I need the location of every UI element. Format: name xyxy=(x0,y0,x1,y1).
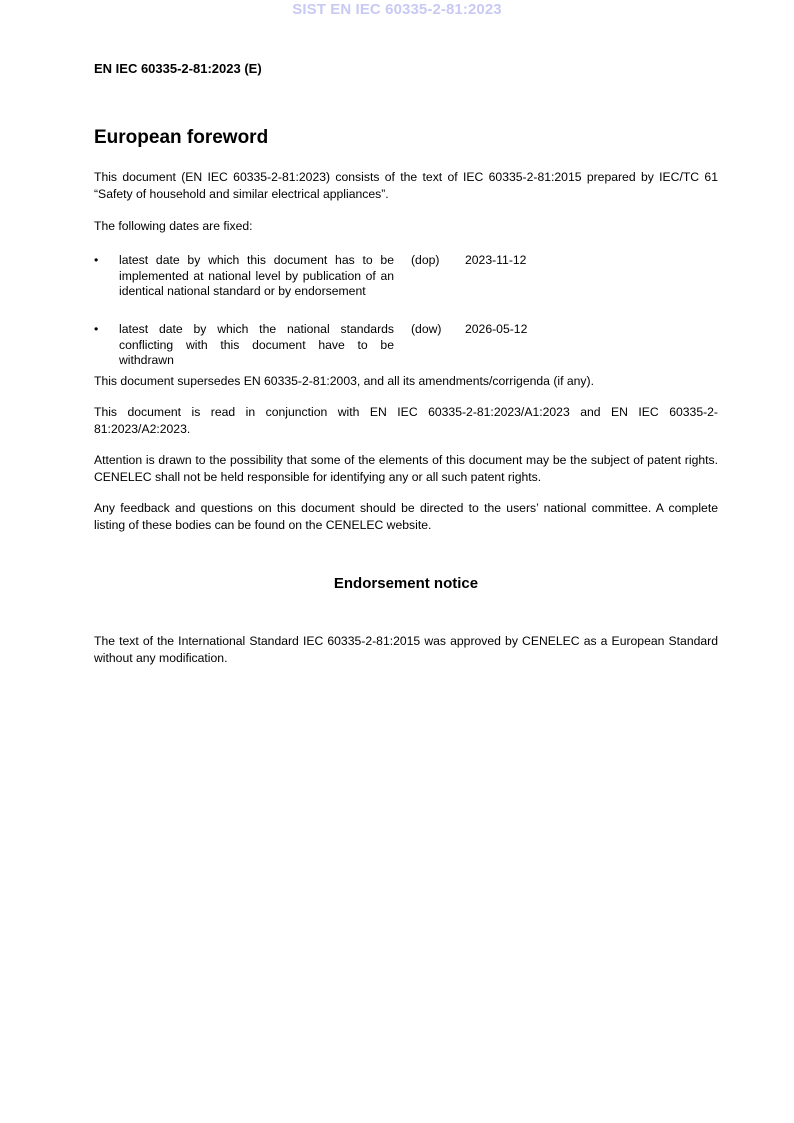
date-item-code: (dop) xyxy=(411,253,440,267)
supersedes-paragraph: This document supersedes EN 60335-2-81:2003, and all its amendments/corrigenda (if any). xyxy=(94,374,594,388)
foreword-heading: European foreword xyxy=(94,127,269,148)
dates-intro: The following dates are fixed: xyxy=(94,219,253,233)
foreword-intro: This document (EN IEC 60335-2-81:2023) consists of the text of IEC 60335-2-81:2015 prepared by IEC/TC 61 “Safety of household and similar electrical appliances”. xyxy=(94,170,718,201)
bullet-icon: • xyxy=(94,322,99,336)
patent-paragraph: Attention is drawn to the possibility that some of the elements of this document may be the subject of patent rights. CENELEC shall not be held responsible for identifying any or all such patent rights. xyxy=(94,453,718,484)
date-item-value: 2026-05-12 xyxy=(465,322,528,336)
date-item-value: 2023-11-12 xyxy=(465,253,527,267)
conjunction-paragraph: This document is read in conjunction with EN IEC 60335-2-81:2023/A1:2023 and EN IEC 60335-2-81:2023/A2:2023. xyxy=(94,405,718,436)
date-item-text: latest date by which the national standards conflicting with this document have to be withdrawn xyxy=(119,322,394,367)
endorsement-heading: Endorsement notice xyxy=(333,575,479,592)
endorsement-paragraph: The text of the International Standard IEC 60335-2-81:2015 was approved by CENELEC as a European Standard without any modification. xyxy=(94,634,718,665)
date-item-code: (dow) xyxy=(411,322,442,336)
date-item-text: latest date by which this document has to be implemented at national level by publication of an identical national standard or by endorsement xyxy=(119,253,394,298)
document-reference: EN IEC 60335-2-81:2023 (E) xyxy=(94,61,262,76)
feedback-paragraph: Any feedback and questions on this document should be directed to the users’ national committee. A complete listing of these bodies can be found on the CENELEC website. xyxy=(94,501,718,532)
bullet-icon: • xyxy=(94,253,99,267)
watermark: SIST EN IEC 60335-2-81:2023 xyxy=(292,1,502,18)
